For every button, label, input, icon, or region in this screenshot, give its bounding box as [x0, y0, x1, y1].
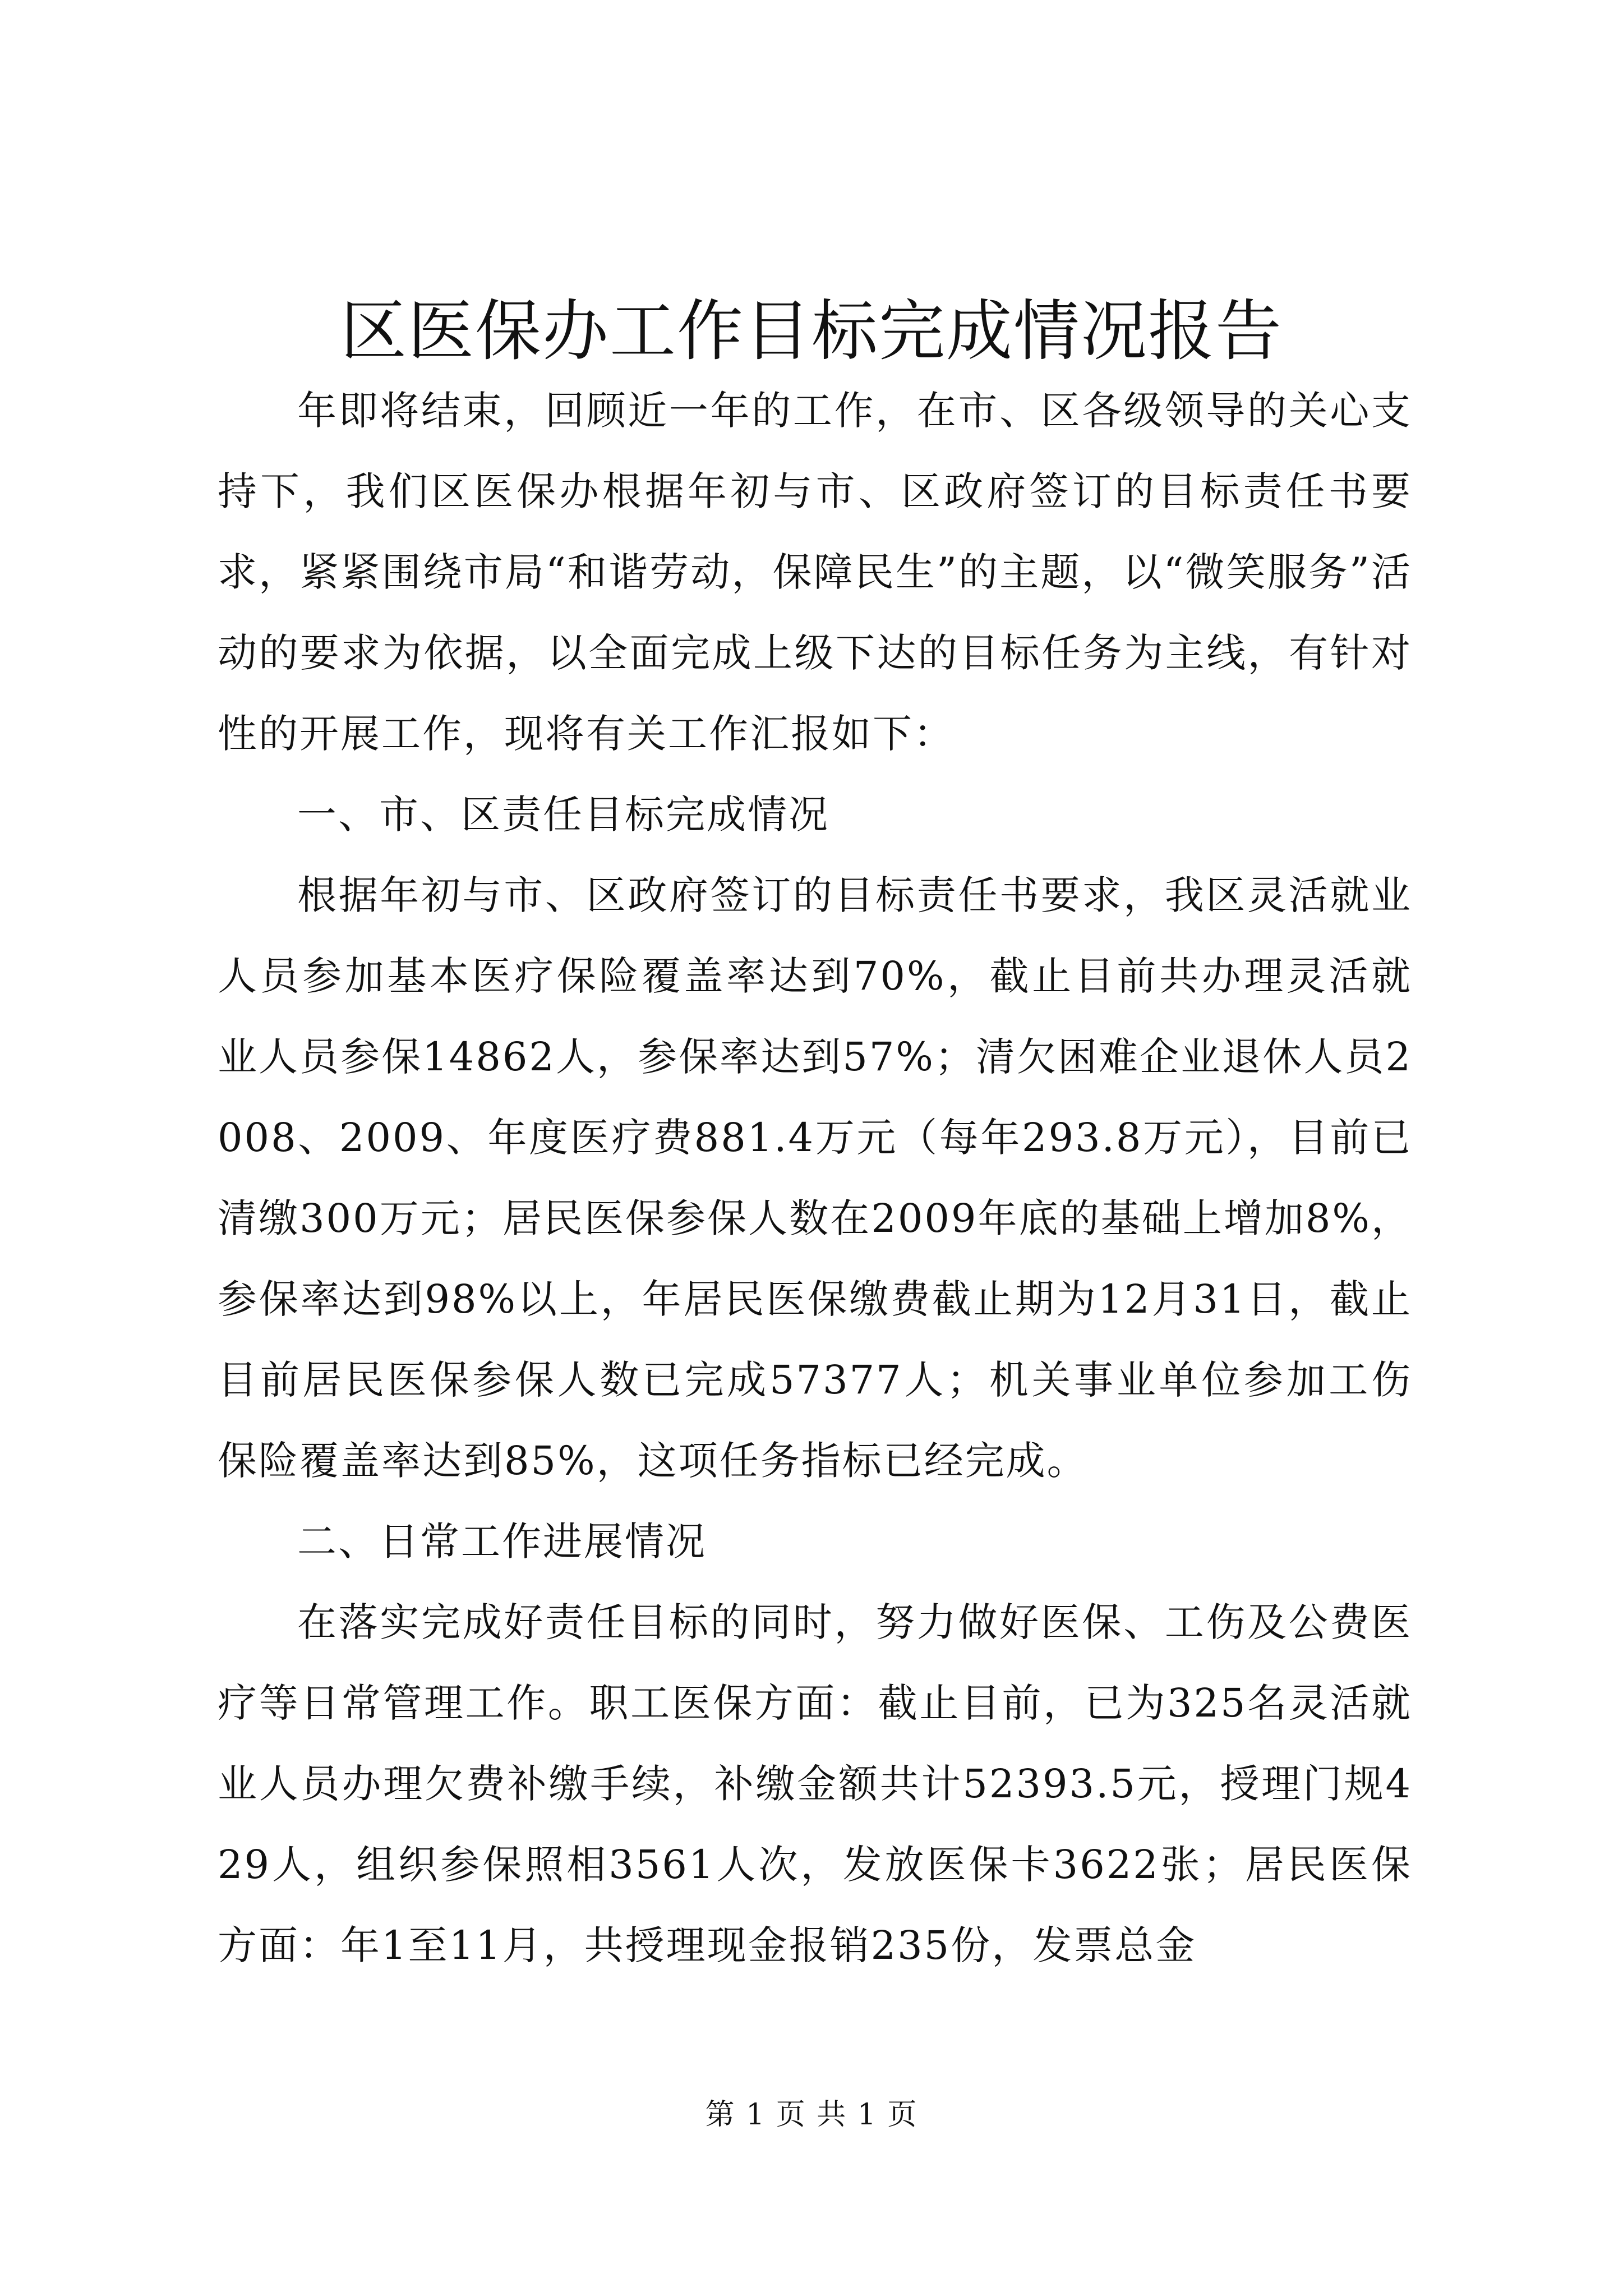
section-2-paragraph: 在落实完成好责任目标的同时，努力做好医保、工伤及公费医疗等日常管理工作。职工医保方面：截止目前，已为325名灵活就业人员办理欠费补缴手续，补缴金额共计52393.5元，授理门规429人，组织参保照相3561人次，发放医保卡3622张；居民医保方面：年1至11月，共授理现金报销235份，发票总金 — [218, 1599, 1412, 1968]
document-body — [218, 370, 1412, 1986]
section-heading-1: 一、市、区责任目标完成情况 — [297, 792, 829, 838]
section-1-paragraph: 根据年初与市、区政府签订的目标责任书要求，我区灵活就业人员参加基本医疗保险覆盖率达到70%，截止目前共办理灵活就业人员参保14862人，参保率达到57%；清欠困难企业退休人员2008、2009、年度医疗费881.4万元（每年293.8万元），目前已清缴300万元；居民医保参保人数在2009年底的基础上增加8%，参保率达到98%以上，年居民医保缴费截止期为12月31日，截止目前居民医保参保人数已完成57377人；机关事业单位参加工伤保险覆盖率达到85%，这项任务指标已经完成。 — [218, 872, 1412, 1484]
page-number: 第 1 页 共 1 页 — [705, 2098, 918, 2132]
section-heading-2: 二、日常工作进展情况 — [297, 1519, 707, 1565]
page-footer — [0, 2095, 1623, 2134]
document-title: 区医保办工作目标完成情况报告 — [340, 292, 1283, 370]
intro-paragraph: 年即将结束，回顾近一年的工作，在市、区各级领导的关心支持下，我们区医保办根据年初与市、区政府签订的目标责任书要求，紧紧围绕市局“和谐劳动，保障民生”的主题，以“微笑服务”活动的要求为依据，以全面完成上级下达的目标任务为主线，有针对性的开展工作，现将有关工作汇报如下： — [218, 388, 1412, 757]
